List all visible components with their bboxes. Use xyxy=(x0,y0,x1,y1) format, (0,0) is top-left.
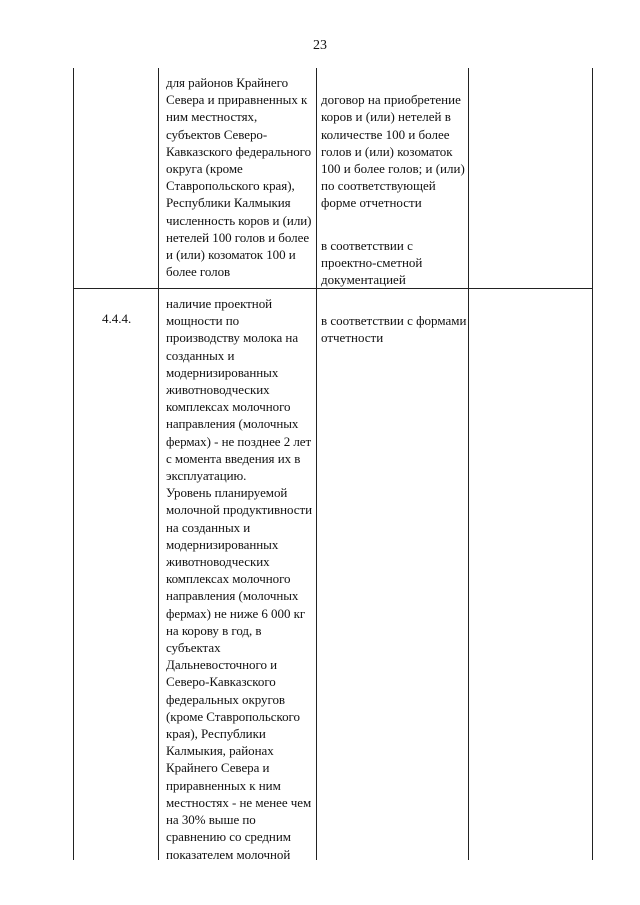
documents-text: в соответствии с формами отчетности xyxy=(321,313,467,346)
documents-extra-text: в соответствии с проектно-сметной документацией xyxy=(321,237,423,288)
table-row xyxy=(73,289,593,860)
requirements-table xyxy=(73,68,593,860)
documents-cell xyxy=(317,289,468,860)
extra-cell xyxy=(469,289,593,860)
documents-cell xyxy=(317,68,468,288)
extra-cell xyxy=(469,68,593,288)
page-number: 23 xyxy=(313,38,327,53)
row-number-cell xyxy=(73,68,158,288)
row-number: 4.4.4. xyxy=(102,311,132,327)
criterion-cell: для районов Крайнего Севера и приравненных к ним местностях, субъектов Северо- Кавказского федерального округа (кроме Ставропольского края), Республики Калмыкия численность коров и (или) нетелей 100 голов и более и (или) козоматок 100 и более голов xyxy=(166,75,312,280)
criterion-cell: наличие проектной мощности по производству молока на созданных и модернизированных животноводческих комплексах молочного направления (молочных фермах) - не позднее 2 лет с момента введения их в эксплуатацию. Уровень планируемой молочной продуктивности на созданных и модернизированных животноводческих комплексах молочного направления (молочных фермах) не ниже 6 000 кг на корову в год, в субъектах Дальневосточного и Северо-Кавказского федеральных округов (кроме Ставропольского края), Республики Калмыкия, районах Крайнего Севера и приравненных к ним местностях - не менее чем на 30% выше по сравнению со средним показателем молочной xyxy=(166,296,313,862)
table-row xyxy=(73,68,593,288)
row-number-cell xyxy=(73,289,158,860)
documents-text: договор на приобретение коров и (или) нетелей в количестве 100 и более голов и (или) козоматок 100 и более голов; и (или) по соответствующей форме отчетности xyxy=(321,92,465,211)
row-number xyxy=(73,85,158,89)
